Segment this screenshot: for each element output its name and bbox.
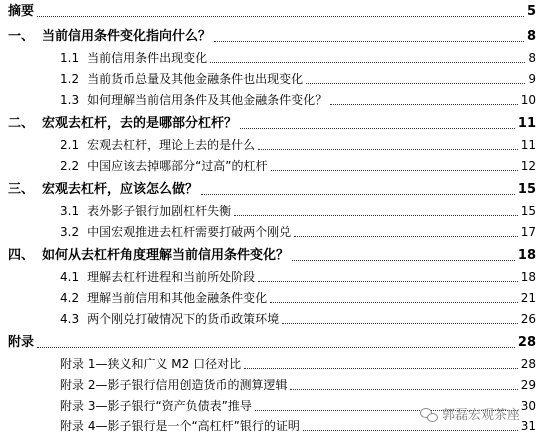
- toc-entry-2-1[interactable]: [0, 133, 550, 153]
- toc-entry-3-1[interactable]: [0, 199, 550, 219]
- toc-text: 两个刚兑打破情况下的货币政策环境: [87, 312, 280, 326]
- toc-page: 31: [520, 419, 536, 433]
- toc-num: 三、: [8, 182, 35, 197]
- toc-page: 12: [520, 159, 536, 173]
- toc-num: 一、: [8, 29, 35, 44]
- toc-page: 18: [520, 270, 536, 284]
- toc-page: 28: [517, 335, 536, 350]
- toc-entry-4-1[interactable]: [0, 265, 550, 285]
- toc-label: [0, 116, 237, 132]
- toc-entry-appendix-2[interactable]: [0, 373, 550, 393]
- toc-page: 8: [528, 51, 536, 65]
- toc-entry-1-1[interactable]: [0, 46, 550, 66]
- toc-text: 当前信用条件变化指向什么？: [42, 29, 212, 44]
- leader-dots: [37, 346, 515, 348]
- toc-text: 理解去杠杆进程和当前所处阶段: [87, 270, 256, 284]
- toc-entry-section-4[interactable]: [0, 244, 550, 264]
- leader-dots: [303, 429, 518, 431]
- toc-entry-1-3[interactable]: [0, 88, 550, 108]
- toc-label: [0, 50, 207, 66]
- leader-dots: [214, 40, 524, 42]
- toc-label: 附录 3—影子银行“资产负债表”推导: [60, 399, 252, 413]
- leader-dots: [290, 388, 517, 390]
- toc-page: 5: [526, 4, 536, 19]
- toc-page: 29: [520, 378, 536, 392]
- toc-entry-3-2[interactable]: [0, 220, 550, 240]
- toc-num: 2.1: [60, 138, 80, 152]
- leader-dots: [234, 214, 518, 216]
- toc-entry-2-2[interactable]: [0, 154, 550, 174]
- toc-page: 11: [517, 116, 536, 131]
- toc-text: 当前货币总量及其他金融条件也出现变化: [87, 72, 304, 86]
- leader-dots: [37, 15, 524, 17]
- toc-num: 4.3: [60, 312, 80, 326]
- toc-label: [0, 203, 231, 219]
- toc-label: [0, 71, 303, 87]
- toc-num: 1.3: [60, 93, 80, 107]
- toc-entry-section-3[interactable]: [0, 178, 550, 198]
- leader-dots: [271, 169, 518, 171]
- toc-label: [0, 224, 291, 240]
- toc-label: [0, 311, 279, 327]
- toc-entry-1-2[interactable]: [0, 67, 550, 87]
- toc-label: 摘要: [8, 4, 35, 19]
- leader-dots: [258, 280, 518, 282]
- toc-text: 如何理解当前信用条件及其他金融条件变化？: [87, 93, 328, 107]
- toc-label: [0, 92, 327, 108]
- toc-text: 中国宏观推进去杠杆需要打破两个刚兑: [87, 225, 292, 239]
- toc-num: 4.1: [60, 270, 80, 284]
- leader-dots: [282, 322, 518, 324]
- watermark-text: 郭磊宏观茶座: [442, 408, 521, 423]
- toc-num: 1.2: [60, 72, 80, 86]
- toc-page: 21: [520, 291, 536, 305]
- toc-label: [0, 158, 268, 174]
- leader-dots: [244, 367, 518, 369]
- toc-text: 理解当前信用和其他金融条件变化: [87, 291, 268, 305]
- toc-text: 宏观去杠杆，去的是哪部分杠杆？: [42, 116, 238, 131]
- watermark: [420, 404, 520, 423]
- toc-text: 宏观去杠杆，应该怎么做？: [42, 182, 199, 197]
- toc-entry-section-1[interactable]: [0, 25, 550, 45]
- toc-page: 8: [526, 29, 536, 44]
- toc-num: 二、: [8, 116, 35, 131]
- toc-page: 26: [520, 312, 536, 326]
- toc-text: 宏观去杠杆，理论上去的是什么: [87, 138, 256, 152]
- toc-page: 15: [517, 182, 536, 197]
- toc-page: 17: [520, 225, 536, 239]
- toc-label: [0, 182, 198, 198]
- toc-label: 附录: [8, 335, 35, 350]
- toc-entry-section-2[interactable]: [0, 112, 550, 132]
- toc-entry-summary[interactable]: [0, 0, 550, 20]
- toc-page: 15: [520, 204, 536, 218]
- toc-num: 4.2: [60, 291, 80, 305]
- leader-dots: [270, 301, 518, 303]
- toc-text: 表外影子银行加剧杠杆失衡: [87, 204, 232, 218]
- toc-text: 如何从去杠杆角度理解当前信用条件变化？: [42, 248, 290, 263]
- toc-num: 2.2: [60, 159, 80, 173]
- toc-label: [0, 137, 255, 153]
- toc-num: 3.2: [60, 225, 80, 239]
- leader-dots: [294, 235, 518, 237]
- toc-entry-4-2[interactable]: [0, 286, 550, 306]
- leader-dots: [258, 148, 518, 150]
- toc-entry-appendix-1[interactable]: [0, 352, 550, 372]
- leader-dots: [306, 82, 525, 84]
- leader-dots: [292, 259, 515, 261]
- toc-num: 四、: [8, 248, 35, 263]
- wechat-icon: [420, 406, 438, 422]
- toc-page: 30: [520, 399, 536, 413]
- toc-label: [0, 29, 211, 45]
- toc-label: 附录 2—影子银行信用创造货币的测算逻辑: [60, 378, 288, 392]
- toc-label: 附录 1—狭义和广义 M2 口径对比: [60, 357, 242, 371]
- toc-num: 1.1: [60, 51, 80, 65]
- toc-entry-4-3[interactable]: [0, 307, 550, 327]
- toc-label: [0, 290, 267, 306]
- toc-entry-appendix[interactable]: [0, 331, 550, 351]
- toc-label: [0, 269, 255, 285]
- toc-page: 11: [520, 138, 536, 152]
- toc-label: 附录 4—影子银行是一个“高杠杆”银行的证明: [60, 419, 300, 433]
- leader-dots: [240, 127, 515, 129]
- leader-dots: [330, 103, 518, 105]
- toc-num: 3.1: [60, 204, 80, 218]
- toc-text: 当前信用条件出现变化: [87, 51, 208, 65]
- leader-dots: [201, 193, 515, 195]
- toc-page: 10: [520, 93, 536, 107]
- toc-text: 中国应该去掉哪部分“过高”的杠杆: [87, 159, 268, 173]
- toc-page: 9: [528, 72, 536, 86]
- toc-label: [0, 248, 289, 264]
- leader-dots: [210, 61, 525, 63]
- toc-page: 28: [520, 357, 536, 371]
- toc-page: 18: [517, 248, 536, 263]
